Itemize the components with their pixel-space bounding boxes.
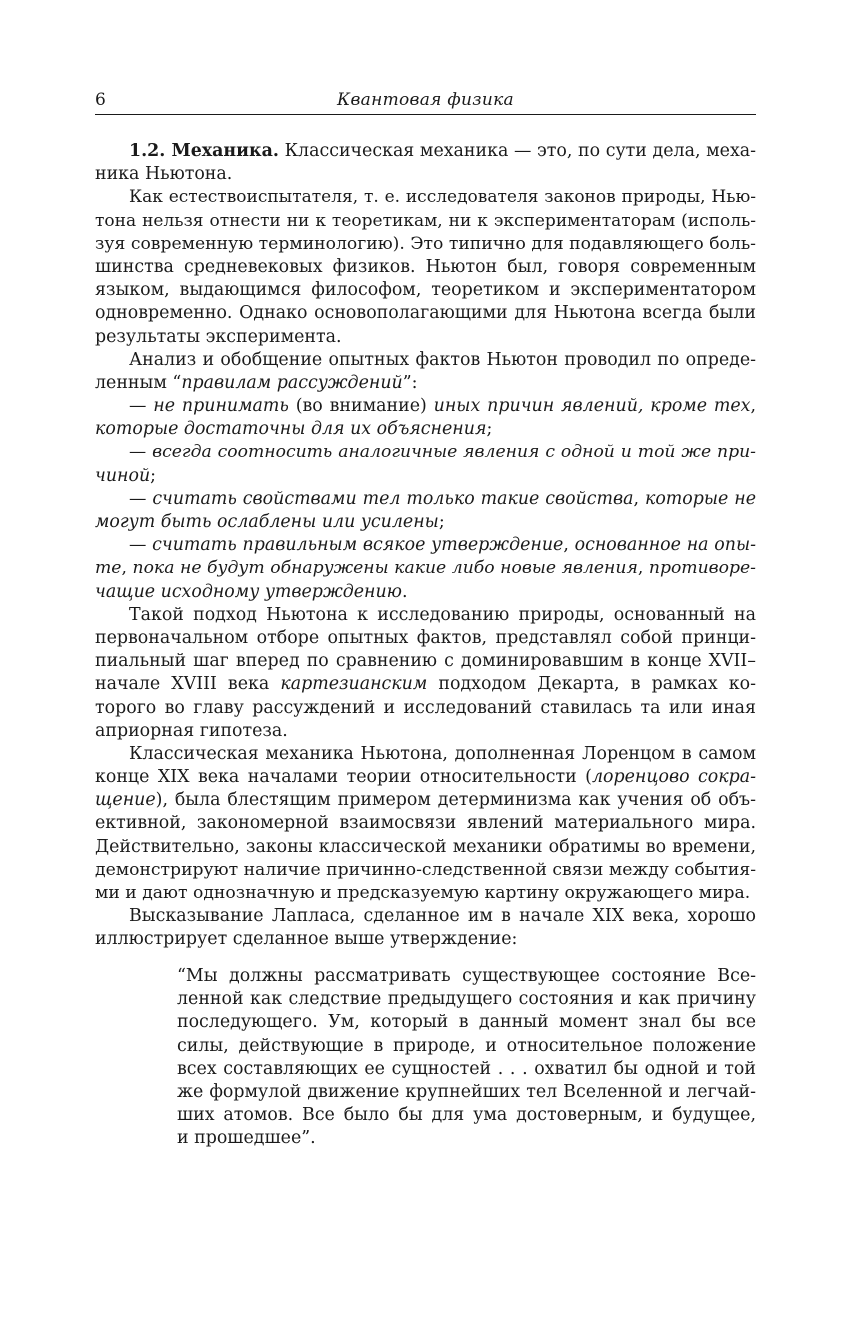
running-title: Квантовая физика <box>337 90 514 110</box>
rule-item: — не принимать (во внимание) иных причин явлений, кроме тех, <box>129 396 756 417</box>
text-line: зуя современную терминологию). Это типично для подавляющего боль- <box>95 233 756 254</box>
text-line: шинства средневековых физиков. Ньютон был, говоря современным <box>95 256 756 277</box>
rule-item: — всегда соотносить аналогичные явления с одной и той же при- <box>129 442 756 463</box>
italic-term: лоренцово сокра- <box>591 767 756 788</box>
text-line: пиальный шаг вперед по сравнению с доминировавшим в конце XVII– <box>95 651 756 672</box>
laplace-quote <box>177 965 756 1151</box>
rule-item-cont: чащие исходному утверждению. <box>95 581 408 602</box>
text-line: демонстрируют наличие причинно-следственной связи между события- <box>95 859 756 880</box>
text-line: языком, выдающимся философом, теоретиком и экспериментатором <box>95 280 756 301</box>
text-line: Такой подход Ньютона к исследованию природы, основанный на <box>129 604 756 625</box>
rule-item-cont: те, пока не будут обнаружены какие либо новые явления, противоре- <box>95 558 756 579</box>
text-line: ленным “правилам рассуждений”: <box>95 372 418 393</box>
text-line: иллюстрирует сделанное выше утверждение: <box>95 929 518 950</box>
text-line: результаты эксперимента. <box>95 326 342 347</box>
section-heading: 1.2. Механика. <box>129 141 279 161</box>
text-line: 1.2. Механика. Классическая механика — это, по сути дела, меха- <box>129 141 756 161</box>
text-line: первоначальном отборе опытных фактов, представлял собой принци- <box>95 627 756 648</box>
text-line: Классическая механика Ньютона, дополненная Лоренцом в самом <box>129 743 756 764</box>
main-text <box>95 140 756 952</box>
quote-line: последующего. Ум, который в данный момент знал бы все <box>177 1012 756 1033</box>
text-line: априорная гипотеза. <box>95 720 288 741</box>
rule-item: — считать правильным всякое утверждение, основанное на опы- <box>129 535 756 556</box>
rule-item-cont: могут быть ослаблены или усилены; <box>95 512 445 532</box>
text-line: конце XIX века началами теории относительности (лоренцово сокра- <box>95 767 756 788</box>
text-line: щение), была блестящим примером детерминизма как учения об объ- <box>95 790 756 811</box>
quote-line: “Мы должны рассматривать существующее состояние Все- <box>177 966 756 986</box>
text-line: ективной, закономерной взаимосвязи явлений материального мира. <box>95 813 756 834</box>
text-line: Действительно, законы классической механики обратимы во времени, <box>95 836 756 857</box>
page-number: 6 <box>95 90 106 110</box>
rule-item-cont: чиной; <box>95 465 157 486</box>
quote-line: и прошедшее”. <box>177 1128 316 1149</box>
quote-line: же формулой движение крупнейших тел Вселенной и легчай- <box>177 1081 756 1102</box>
text-line: торого во главу рассуждений и исследований ставилась та или иная <box>95 697 756 718</box>
italic-term: картезианским <box>280 674 428 695</box>
rule-item: — считать свойствами тел только такие свойства, которые не <box>129 488 756 509</box>
italic-term: правилам рассуждений <box>181 372 403 393</box>
text-line: Анализ и обобщение опытных фактов Ньютон проводил по опреде- <box>129 349 756 370</box>
text-line: ми и дают однозначную и предсказуемую картину окружающего мира. <box>95 883 751 903</box>
running-header <box>95 90 756 115</box>
quote-line: ленной как следствие предыдущего состояния и как причину <box>177 989 756 1010</box>
quote-line: силы, действующие в природе, и относительное положение <box>177 1035 756 1056</box>
text-line: тона нельзя отнести ни к теоретикам, ни к экспериментаторам (исполь- <box>95 210 756 231</box>
text-line: одновременно. Однако основополагающими для Ньютона всегда были <box>95 303 756 324</box>
text-line: ника Ньютона. <box>95 164 233 185</box>
text-line: Высказывание Лапласа, сделанное им в начале XIX века, хорошо <box>129 906 756 927</box>
text-line: начале XVIII века картезианским подходом Декарта, в рамках ко- <box>95 674 756 695</box>
rule-item-cont: которые достаточны для их объяснения; <box>95 419 493 440</box>
quote-line: ших атомов. Все было бы для ума достоверным, и будущее, <box>177 1105 756 1126</box>
text-line: Как естествоиспытателя, т. е. исследователя законов природы, Нью- <box>129 187 756 208</box>
quote-line: всех составляющих ее сущностей . . . охватил бы одной и той <box>177 1058 756 1079</box>
